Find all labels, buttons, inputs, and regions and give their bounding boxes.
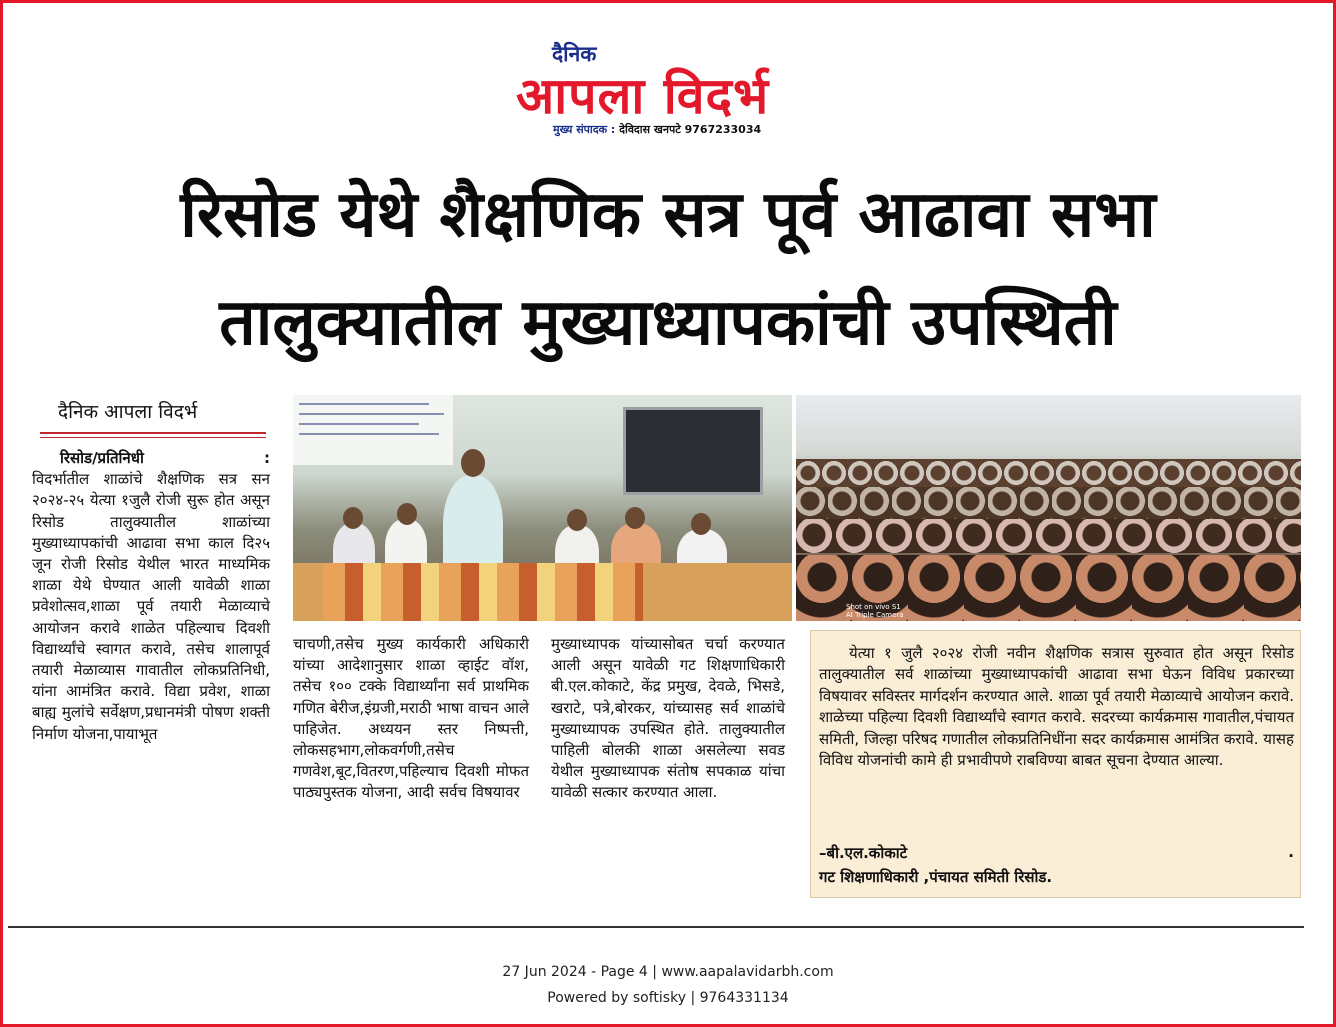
footer-powered-by: Powered by softisky | 9764331134 — [547, 990, 789, 1006]
highlight-box — [810, 630, 1301, 898]
article-column-3: मुख्याध्यापक यांच्यासोबत चर्चा करण्यात आली असून यावेळी गट शिक्षणाधिकारी बी.एल.कोकाटे, केंद्र प्रमुख, देवळे, भिसडे, खराटे, पत्रे,बोरकर, यांच्यासह सर्व शाळांचे मुख्याध्यापक उपस्थित होते. तालुक्यातील पाहिली बोलकी शाळा असलेल्या सवड येथील मुख्याध्यापक संतोष सपकाळ यांचा यावेळी सत्कार करण्यात आला. — [551, 635, 785, 802]
dateline — [32, 448, 270, 469]
masthead-title: आपला विदर्भ — [516, 67, 770, 125]
masthead-logo — [516, 40, 836, 140]
editor-label: मुख्य संपादक : — [553, 123, 616, 136]
signature-office: गट शिक्षणाधिकारी ,पंचायत समिती रिसोड. — [819, 868, 1053, 886]
footer-rule — [8, 926, 1304, 928]
signature-name: –बी.एल.कोकाटे — [819, 844, 908, 862]
byline-rule — [40, 432, 266, 434]
camera-watermark — [802, 603, 904, 619]
headline-line-1: रिसोड येथे शैक्षणिक सत्र पूर्व आढावा सभा — [180, 178, 1156, 252]
camera-watermark-line-1: Shot on vivo S1 — [846, 603, 901, 611]
headline-line-2: तालुक्यातील मुख्याध्यापकांची उपस्थिती — [219, 286, 1117, 360]
article-column-2: चाचणी,तसेच मुख्य कार्यकारी अधिकारी यांच्या आदेशानुसार शाळा व्हाईट वॉश, तसेच १०० टक्के विद्यार्थ्यांना सर्व प्राथमिक गणित बेरीज,इंग्रजी,मराठी भाषा वाचन आले पाहिजेत. अध्ययन स्तर निष्पत्ती, लोकसहभाग,लोकवर्गणी,तसेच गणवेश,बूट,वितरण,पहिल्याच दिवशी मोफत पाठ्यपुस्तक योजना, आदी सर्वच विषयावर — [293, 635, 529, 802]
audience-photo — [796, 395, 1301, 621]
meeting-photo — [293, 395, 792, 621]
camera-watermark-line-2: AI Triple Camera — [846, 611, 904, 619]
masthead-editor — [553, 122, 761, 137]
masthead-small-text: दैनिक — [552, 42, 597, 66]
dateline-separator: : — [264, 449, 270, 467]
publication-name: दैनिक आपला विदर्भ — [58, 401, 198, 423]
byline-rule-thin — [40, 437, 266, 438]
smart-board — [623, 407, 763, 495]
footer-date-page: 27 Jun 2024 - Page 4 | www.aapalavidarbh.com — [502, 964, 834, 980]
editor-name: देविदास खनपटे 9767233034 — [619, 123, 762, 136]
signature-dot: . — [1288, 843, 1294, 861]
dateline-text: रिसोड/प्रतिनिधी — [60, 449, 144, 467]
highlight-box-text: येत्या १ जुलै २०२४ रोजी नवीन शैक्षणिक सत्रास सुरुवात होत असून रिसोड तालुक्यातील सर्व शाळांच्या मुख्याध्यापकांची आढावा सभा घेऊन विविध प्रकारच्या विषयावर सविस्तर मार्गदर्शन करण्यात आले. शाळा पूर्व तयारी मेळाव्याचे आयोजन करावे. शाळेच्या पहिल्या दिवशी विद्यार्थ्यांचे स्वागत करावे. सदरच्या कार्यक्रमास गावातील,पंचायत समिती, जिल्हा परिषद गणातील लोकप्रतिनिधींना सदर कार्यक्रमास आमंत्रित करावे. यासह विविध योजनांची कामे ही प्रभावीपणे राबविण्या बाबत सूचना देण्यात आल्या. — [819, 644, 1294, 770]
article-column-1-text: विदर्भातील शाळांचे शैक्षणिक सत्र सन २०२४-२५ येत्या १जुलै रोजी सुरू होत असून रिसोड तालुक्यातील शाळांच्या मुख्याध्यापकांची आढावा सभा काल दि२५ जून रोजी रिसोड येथील भारत माध्यमिक शाळा येथे घेण्यात आली यावेळी शाळा प्रवेशोत्सव,शाळा पूर्व तयारी मेळाव्याचे आयोजन करावे शाळेत पहिल्याच दिवशी विद्यार्थ्यांचे स्वागत करावे, तसेच शालापूर्व तयारी मेळाव्यास गावातील लोकप्रतिनिधी, यांना आमंत्रित करावे. विद्या प्रवेश, शाळा बाह्य मुलांचे सर्वेक्षण,प्रधानमंत्री पोषण शक्ती निर्माण योजना,पायाभूत — [32, 470, 270, 743]
table-cloth — [323, 563, 643, 621]
whiteboard — [293, 395, 453, 465]
signature-row — [819, 843, 1294, 863]
article-column-1 — [32, 448, 270, 745]
